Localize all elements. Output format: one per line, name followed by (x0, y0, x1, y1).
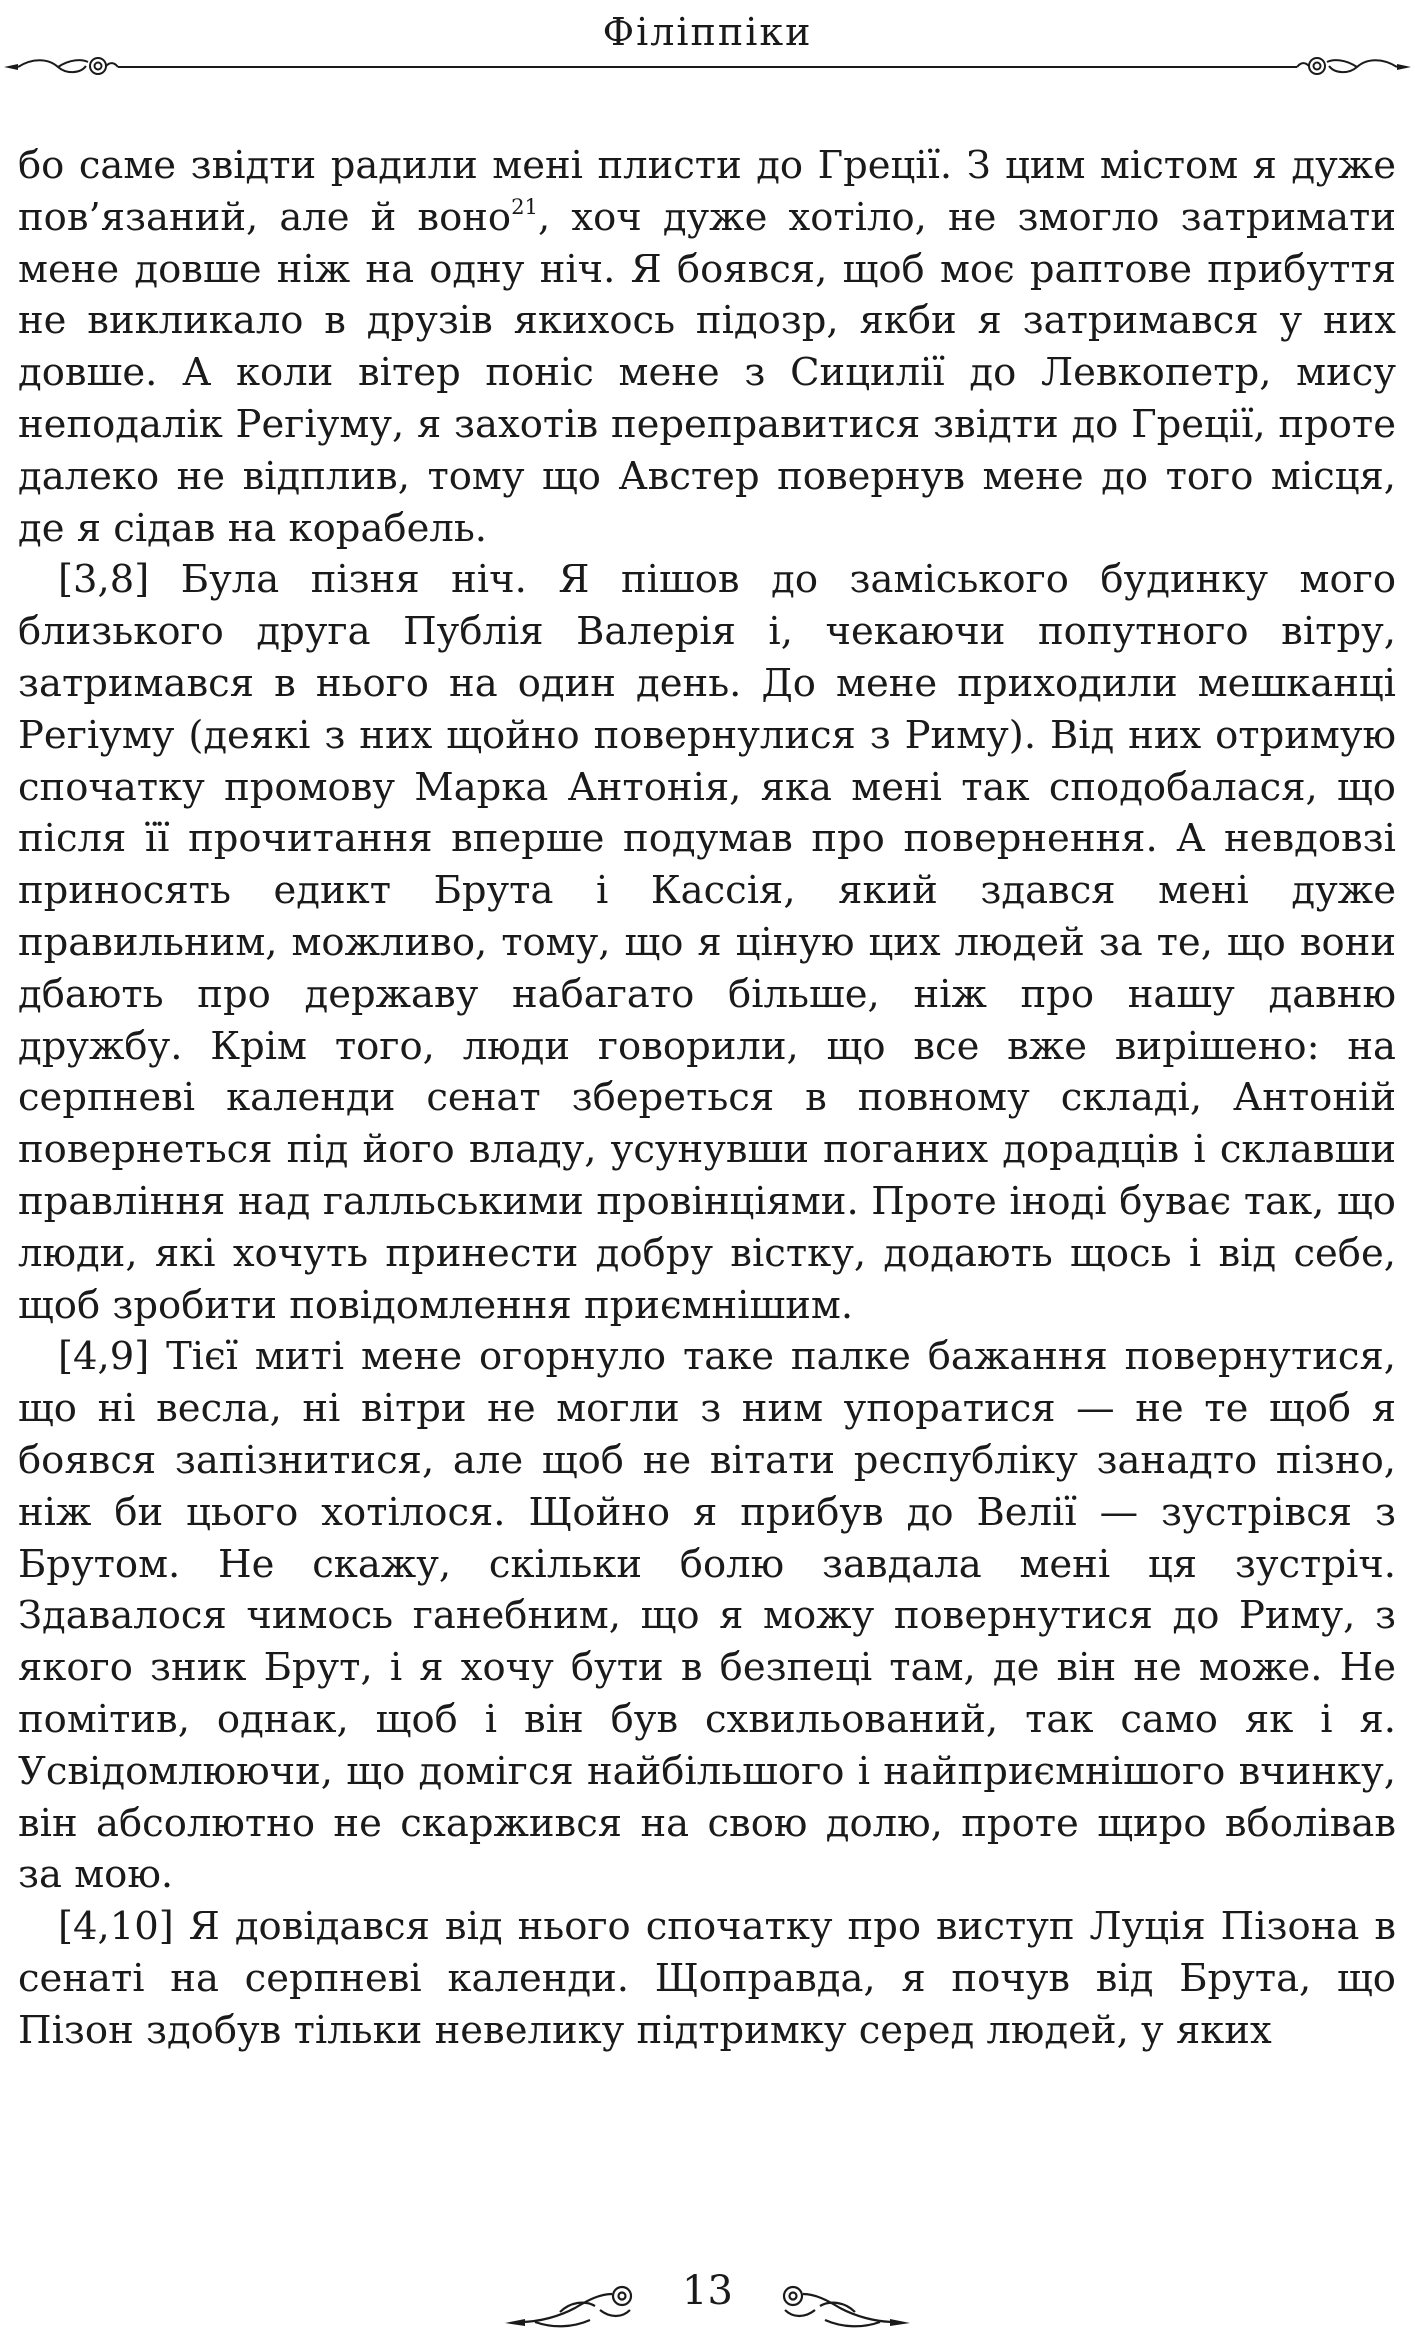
footnote-marker: 21 (511, 193, 539, 219)
header-ornamental-rule (0, 52, 1415, 82)
paragraph-4-9: [4,9] Тієї миті мене огорнуло таке палке бажання повернутися, що ні весла, ні вітри не могли з ним упоратися — не те щоб я боявся запізнитися, але щоб не вітати республіку занадто пізно, ніж би цього хотілося. Щойно я прибув до Велії — зустрівся з Брутом. Не скажу, скільки болю завдала мені ця зустріч. Здавалося чимось ганебним, що я можу повернутися до Риму, з якого зник Брут, і я хочу бути в безпеці там, де він не може. Не помітив, однак, щоб і він був схвильований, так само як і я. Усвідомлюючи, що домігся найбільшого і найприємнішого вчинку, він абсолютно не скаржився на свою долю, проте щиро вболівав за мою. (18, 1334, 1396, 1898)
page-number: 13 (682, 2268, 733, 2314)
body-text (18, 140, 1396, 2056)
page-footer (0, 2250, 1415, 2340)
paragraph-continuation (18, 140, 1396, 554)
paragraph-text: бо саме звідти радили мені плисти до Греції. З цим містом я дуже пов’язаний, але й воно (18, 143, 1396, 240)
running-title: Філіппіки (602, 10, 813, 54)
paragraph-text: , хоч дуже хотіло, не змогло затримати мене довше ніж на одну ніч. Я боявся, щоб моє раптове прибуття не викликало в друзів якихось підозр, якби я затримався у них довше. А коли вітер поніс мене з Сицилії до Левкопетр, мису неподалік Регіуму, я захотів переправитися звідти до Греції, проте далеко не відплив, тому що Австер повернув мене до того місця, де я сідав на корабель. (18, 194, 1396, 551)
paragraph-3-8: [3,8] Була пізня ніч. Я пішов до заміського будинку мого близького друга Публія Валерія і, чекаючи попутного вітру, затримався в нього на один день. До мене приходили мешканці Регіуму (деякі з них щойно повернулися з Риму). Від них отримую спочатку промову Марка Антонія, яка мені так сподобалася, що після її прочитання вперше подумав про повернення. А невдовзі приносять едикт Брута і Кассія, який здався мені дуже правильним, можливо, тому, що я ціную цих людей за те, що вони дбають про державу набагато більше, ніж про нашу давню дружбу. Крім того, люди говорили, що все вже вирішено: на серпневі календи сенат збереться в повному складі, Антоній повернеться під його владу, усунувши поганих дорадців і склавши правління над галльськими провінціями. Проте іноді буває так, що люди, які хочуть принести добру вістку, додають щось і від себе, щоб зробити повідомлення приємнішим. (18, 557, 1396, 1328)
paragraph-4-10: [4,10] Я довідався від нього спочатку про виступ Луція Пізона в сенаті на серпневі календи. Щоправда, я почув від Брута, що Пізон здобув тільки невелику підтримку серед людей, у яких (18, 1904, 1396, 2053)
running-header (0, 0, 1415, 110)
